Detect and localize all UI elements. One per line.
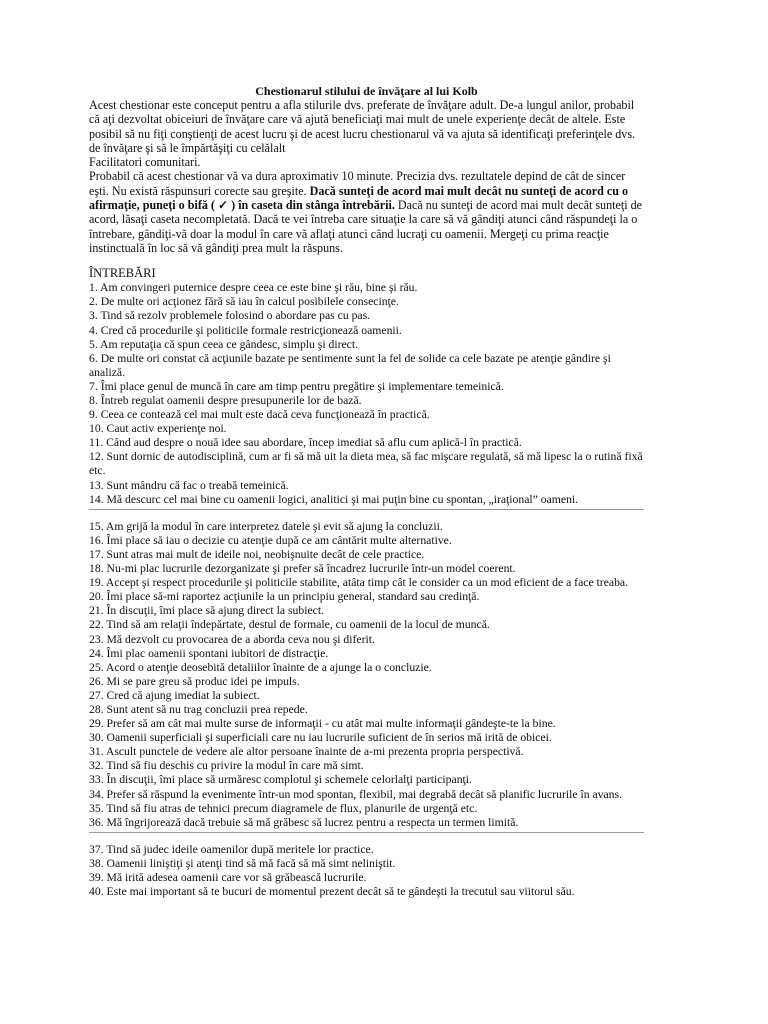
- question-item: 27. Cred că ajung imediat la subiect.: [89, 688, 260, 702]
- question-item: 21. În discuţii, îmi place să ajung direct la subiect.: [89, 604, 324, 618]
- question-item: 35. Tind să fiu atras de tehnici precum diagramele de flux, planurile de urgenţă etc.: [89, 801, 478, 815]
- question-item: 38. Oamenii liniştiţi şi atenţi tind să mă facă să mă simt neliniştit.: [89, 856, 396, 870]
- question-item: 6. De multe ori constat că acţiunile bazate pe sentimente sunt la fel de solide ca cele bazate pe atenţie gândire şi analiză.: [89, 351, 611, 379]
- question-item: 34. Prefer să răspund la evenimente într-un mod spontan, flexibil, mai degrabă decât să planific lucrurile în avans.: [89, 787, 622, 801]
- question-item: 39. Mă irită adesea oamenii care vor să grăbească lucrurile.: [89, 871, 367, 885]
- question-item: 2. De multe ori acţionez fără să iau în calcul posibilele consecinţe.: [89, 295, 399, 309]
- intro-text-b: Dacă nu sunteţi de acord mai mult decât sunteţi de acord, lăsaţi caseta necompletată. Dacă te vei întreba care situaţie la care să vă gândiţi atunci când răspundeţi la o întrebare, gândiţi-vă doar la modul în care vă aflaţi atunci când lucraţi cu oamenii. Mergeţi cu prima reacţie instinctuală în loc să vă gândiţi prea mult la răspuns.: [89, 198, 643, 255]
- question-item: 33. În discuţii, îmi place să urmăresc complotul şi schemele celorlalţi participanţi.: [89, 773, 472, 787]
- intro-bold-instruction: Dacă sunteţi de acord mai mult decât nu sunteţi de acord cu o afirmaţie, puneţi o bifă ( ✓ ) în caseta din stânga întrebării.: [89, 183, 629, 213]
- section-divider: [89, 509, 644, 510]
- question-item: 17. Sunt atras mai mult de ideile noi, neobişnuite decât de cele practice.: [89, 547, 425, 561]
- question-item: 14. Mă descurc cel mai bine cu oamenii logici, analitici şi mai puţin bine cu spontan, „iraţional” oameni.: [89, 492, 579, 506]
- question-item: 25. Acord o atenţie deosebită detaliilor înainte de a ajunge la o concluzie.: [89, 660, 432, 674]
- question-list-2: [89, 520, 644, 830]
- question-item: 23. Mă dezvolt cu provocarea de a aborda ceva nou şi diferit.: [89, 632, 375, 646]
- question-item: 40. Este mai important să te bucuri de momentul prezent decât să te gândeşti la trecutul sau viitorul său.: [89, 885, 575, 899]
- question-item: 19. Accept şi respect procedurile şi politicile stabilite, atâta timp cât le consider ca un mod eficient de a face treaba.: [89, 576, 629, 590]
- question-item: 13. Sunt mândru că fac o treabă temeinică.: [89, 478, 289, 492]
- question-item: 7. Îmi place genul de muncă în care am timp pentru pregătire şi implementare temeinică.: [89, 379, 504, 393]
- question-item: 24. Îmi plac oamenii spontani iubitori de distracţie.: [89, 646, 329, 660]
- question-item: 3. Tind să rezolv problemele folosind o abordare pas cu pas.: [89, 309, 371, 323]
- question-item: 32. Tind să fiu deschis cu privire la modul în care mă simt.: [89, 759, 364, 773]
- question-item: 22. Tind să am relaţii îndepărtate, destul de formale, cu oamenii de la locul de muncă.: [89, 618, 490, 632]
- question-item: 31. Ascult punctele de vedere ale altor persoane înainte de a-mi prezenta propria perspectivă.: [89, 745, 524, 759]
- question-item: 26. Mi se pare greu să produc idei pe impuls.: [89, 674, 300, 688]
- question-item: 30. Oamenii superficiali şi superficiali care nu iau lucrurile suficient de în serios mă irită de obicei.: [89, 731, 552, 745]
- section-divider: [89, 832, 644, 833]
- intro-text-a: Probabil că acest chestionar vă va dura aproximativ 10 minute. Precizia dvs. rezultatele depind de cât de sincer eşti. Nu există răspunsuri corecte sau greşite.: [89, 169, 626, 198]
- question-item: 10. Caut activ experienţe noi.: [89, 422, 227, 436]
- question-item: 18. Nu-mi plac lucrurile dezorganizate şi prefer să încadrez lucrurile într-un model coerent.: [89, 562, 516, 576]
- question-item: 4. Cred că procedurile şi politicile formale restricţionează oamenii.: [89, 323, 402, 337]
- intro-paragraph-2: Facilitatori comunitari.: [89, 155, 201, 170]
- question-item: 29. Prefer să am cât mai multe surse de informaţii - cu atât mai multe informaţii gândeşte-te la bine.: [89, 717, 556, 731]
- intro-paragraph-3: [89, 169, 644, 255]
- question-item: 16. Îmi place să iau o decizie cu atenţie după ce am cântărit multe alternative.: [89, 533, 452, 547]
- question-list-3: [89, 843, 644, 899]
- question-item: 20. Îmi place să-mi raportez acţiunile la un principiu general, standard sau credinţă.: [89, 590, 480, 604]
- question-item: 15. Am grijă la modul în care interpretez datele şi evit să ajung la concluzii.: [89, 519, 443, 533]
- questions-heading: ÎNTREBĂRI: [89, 266, 156, 281]
- question-item: 8. Întreb regulat oamenii despre presupunerile lor de bază.: [89, 394, 362, 408]
- question-item: 1. Am convingeri puternice despre ceea ce este bine şi rău, bine şi rău.: [89, 281, 418, 295]
- question-list-1: [89, 281, 644, 507]
- question-item: 12. Sunt dornic de autodisciplină, cum ar fi să mă uit la dieta mea, să fac mişcare regulată, să mă lipesc la o rutină fixă etc.: [89, 450, 643, 478]
- question-item: 11. Când aud despre o nouă idee sau abordare, încep imediat să aflu cum aplică-l în practică.: [89, 436, 522, 450]
- question-item: 5. Am reputaţia că spun ceea ce gândesc, simplu şi direct.: [89, 337, 359, 351]
- question-item: 9. Ceea ce contează cel mai mult este dacă ceva funcţionează în practică.: [89, 408, 430, 422]
- question-item: 37. Tind să judec ideile oamenilor după meritele lor practice.: [89, 842, 374, 856]
- question-item: 36. Mă îngrijorează dacă trebuie să mă grăbesc să lucrez pentru a respecta un termen limită.: [89, 815, 519, 829]
- document-title: Chestionarul stilului de învăţare al lui Kolb: [255, 84, 478, 98]
- intro-paragraph-1: Acest chestionar este conceput pentru a afla stilurile dvs. preferate de învăţare adult. De-a lungul anilor, probabil că aţi dezvoltat obiceiuri de învăţare care vă ajută beneficiaţi mai mult de unele experienţe decât de altele. Este posibil să nu fiţi conştienţi de acest lucru şi de acest lucru chestionarul vă va ajuta să identificaţi preferinţele dvs. de învăţare şi să le împărtăşiţi cu celălalt: [89, 98, 636, 155]
- question-item: 28. Sunt atent să nu trag concluzii prea repede.: [89, 702, 308, 716]
